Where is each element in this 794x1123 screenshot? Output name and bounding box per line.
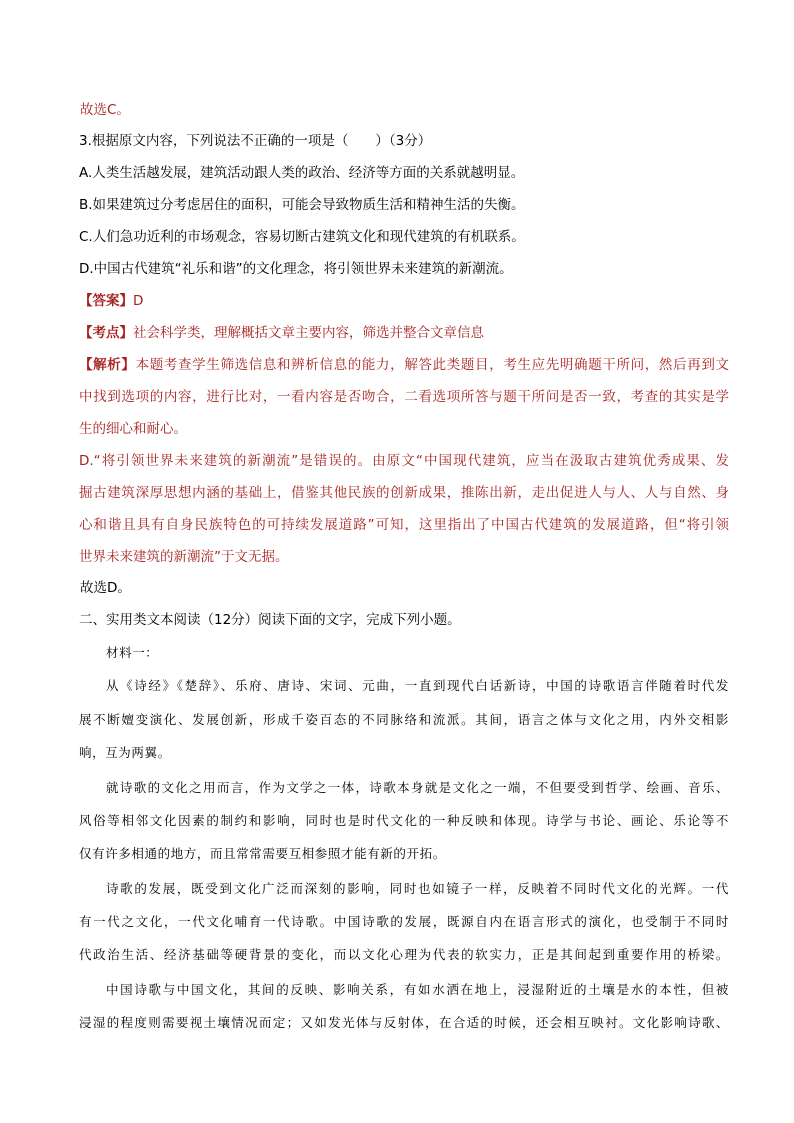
jiexi-line-3: 生的细心和耐心。 bbox=[79, 421, 187, 437]
d-analysis-line-1: D.“将引领世界未来建筑的新潮流”是错误的。由原文“中国现代建筑，应当在汲取古建筑优秀成果、发 bbox=[79, 453, 729, 469]
d-analysis-line-2: 掘古建筑深厚思想内涵的基础上，借鉴其他民族的创新成果，推陈出新，走出促进人与人、人与自然、身 bbox=[79, 485, 729, 501]
material-line-11: 浸湿的程度则需要视土壤情况而定；又如发光体与反射体，在合适的时候，还会相互映衬。文化影响诗歌、 bbox=[79, 1015, 729, 1030]
material-line-3: 响，互为两翼。 bbox=[79, 745, 171, 760]
material-line-10: 中国诗歌与中国文化，其间的反映、影响关系，有如水洒在地上，浸湿附近的土壤是水的本性，但被 bbox=[106, 982, 729, 997]
jiexi-line-2: 中找到选项的内容，进行比对，一看内容是否吻合，二看选项所答与题干所问是否一致，考查的其实是学 bbox=[79, 389, 729, 405]
answer-conclusion-d: 故选D。 bbox=[80, 580, 131, 596]
jiexi-line-1 bbox=[79, 355, 729, 375]
material-line-2: 展不断嬗变演化、发展创新，形成千姿百态的不同脉络和流派。其间，语言之体与文化之用，内外交相影 bbox=[79, 712, 729, 727]
material-line-5: 风俗等相邻文化因素的制约和影响，同时也是时代文化的一种反映和体现。诗学与书论、画论、乐论等不 bbox=[79, 813, 729, 828]
material-line-4: 就诗歌的文化之用而言，作为文学之一体，诗歌本身就是文化之一端，不但要受到哲学、绘画、音乐、 bbox=[106, 780, 729, 795]
option-d: D.中国古代建筑“礼乐和谐”的文化理念，将引领世界未来建筑的新潮流。 bbox=[79, 261, 513, 277]
d-analysis-line-3: 心和谐且具有自身民族特色的可持续发展道路”可知，这里指出了中国古代建筑的发展道路，但“将引领 bbox=[79, 517, 729, 533]
section-2-heading: 二、实用类文本阅读（12分）阅读下面的文字，完成下列小题。 bbox=[79, 612, 461, 628]
jiexi-label: 【解析】 bbox=[79, 357, 136, 373]
material-line-6: 仅有许多相通的地方，而且常常需要互相参照才能有新的开拓。 bbox=[79, 846, 446, 861]
answer-label: 【答案】 bbox=[79, 293, 133, 309]
kaodian-line bbox=[79, 323, 729, 343]
material-line-8: 有一代之文化，一代文化哺育一代诗歌。中国诗歌的发展，既源自内在语言形式的演化，也受制于不同时 bbox=[79, 914, 729, 929]
material-line-9: 代政治生活、经济基础等硬背景的变化，而以文化心理为代表的软实力，正是其间起到重要作用的桥梁。 bbox=[79, 947, 729, 962]
option-c: C.人们急功近利的市场观念，容易切断古建筑文化和现代建筑的有机联系。 bbox=[79, 229, 525, 245]
answer-value: D bbox=[133, 293, 144, 309]
kaodian-text: 社会科学类，理解概括文章主要内容，筛选并整合文章信息 bbox=[133, 325, 484, 341]
option-b: B.如果建筑过分考虑居住的面积，可能会导致物质生活和精神生活的失衡。 bbox=[79, 197, 525, 213]
answer-conclusion-c: 故选C。 bbox=[80, 102, 130, 118]
material-line-7: 诗歌的发展，既受到文化广泛而深刻的影响，同时也如镜子一样，反映着不同时代文化的光辉。一代 bbox=[106, 881, 729, 896]
jiexi-text-1: 本题考查学生筛选信息和辨析信息的能力，解答此类题目，考生应先明确题干所问，然后再到文 bbox=[135, 357, 729, 373]
material-line-1: 从《诗经》《楚辞》、乐府、唐诗、宋词、元曲，一直到现代白话新诗，中国的诗歌语言伴随着时代发 bbox=[106, 678, 729, 693]
option-a: A.人类生活越发展，建筑活动跟人类的政治、经济等方面的关系就越明显。 bbox=[79, 165, 525, 181]
material-title: 材料一： bbox=[106, 645, 159, 660]
d-analysis-line-4: 世界未来建筑的新潮流”于文无据。 bbox=[79, 549, 289, 565]
question-3-stem: 3.根据原文内容，下列说法不正确的一项是（ ）（3分） bbox=[79, 133, 432, 149]
kaodian-label: 【考点】 bbox=[79, 325, 133, 341]
answer-line bbox=[79, 291, 729, 311]
